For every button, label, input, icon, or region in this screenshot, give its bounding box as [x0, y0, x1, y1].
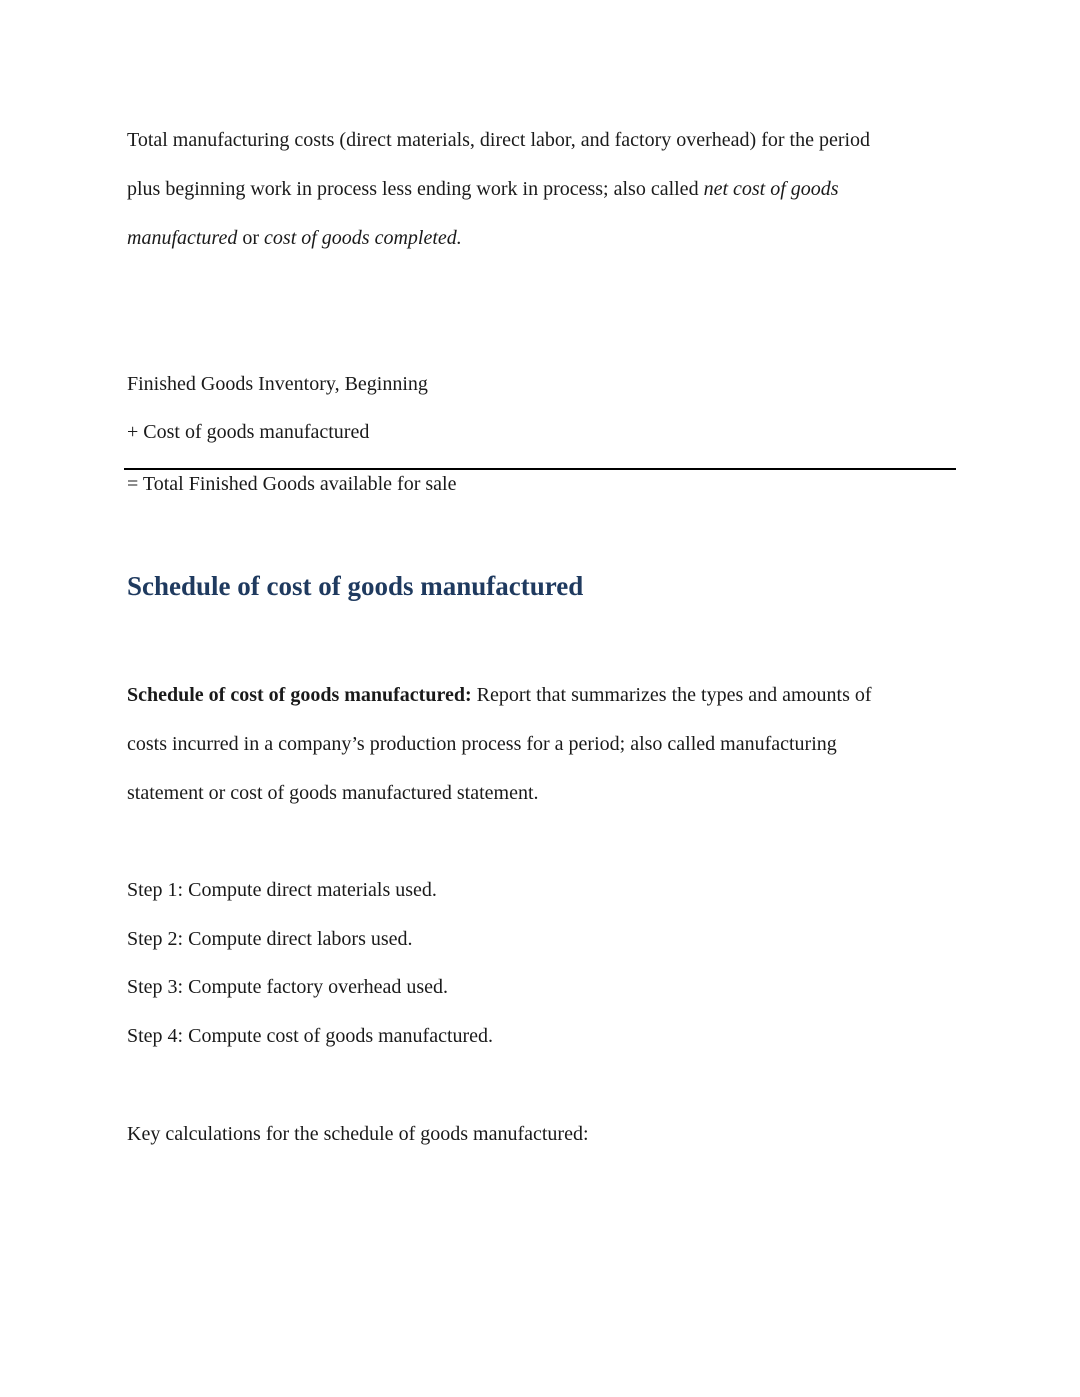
- equation-row-2-text: + Cost of goods manufactured: [127, 421, 370, 443]
- schedule-definition-line-1: [127, 683, 872, 707]
- key-calculations-label: Key calculations for the schedule of goods manufactured:: [127, 1123, 589, 1145]
- definition-italic-term-3: cost of goods completed.: [264, 227, 462, 249]
- definition-italic-term-1: net cost of goods: [703, 178, 839, 200]
- definition-italic-term-2: manufactured: [127, 227, 238, 249]
- step-4: Step 4: Compute cost of goods manufactured.: [127, 1025, 494, 1047]
- equation-row-3-text: = Total Finished Goods available for sale: [127, 473, 457, 495]
- schedule-definition-line-2: [127, 732, 837, 756]
- section-heading: Schedule of cost of goods manufactured: [127, 571, 584, 601]
- equation-divider: [124, 468, 956, 470]
- schedule-definition-text-3: statement or cost of goods manufactured statement.: [127, 782, 539, 804]
- step-1: Step 1: Compute direct materials used.: [127, 879, 437, 901]
- equation-row-beginning: [127, 372, 428, 396]
- schedule-definition-term: Schedule of cost of goods manufactured:: [127, 684, 472, 706]
- equation-row-total: [127, 472, 456, 496]
- step-2: Step 2: Compute direct labors used.: [127, 928, 413, 950]
- step-3: Step 3: Compute factory overhead used.: [127, 976, 449, 998]
- definition-text-2: plus beginning work in process less ending work in process; also called: [127, 178, 704, 200]
- definition-connector: or: [237, 227, 265, 249]
- definition-text-1: Total manufacturing costs (direct materials, direct labor, and factory overhead) for the period: [127, 129, 871, 151]
- definition-line-2: [127, 177, 839, 201]
- definition-line-1: [127, 128, 870, 152]
- schedule-definition-rest: Report that summarizes the types and amounts of: [471, 684, 872, 706]
- definition-line-3: [127, 226, 462, 250]
- equation-row-1-text: Finished Goods Inventory, Beginning: [127, 373, 428, 395]
- equation-row-cogm: [127, 420, 369, 444]
- schedule-definition-line-3: [127, 781, 539, 805]
- schedule-definition-text-2: costs incurred in a company’s production process for a period; also called manufacturing: [127, 733, 837, 755]
